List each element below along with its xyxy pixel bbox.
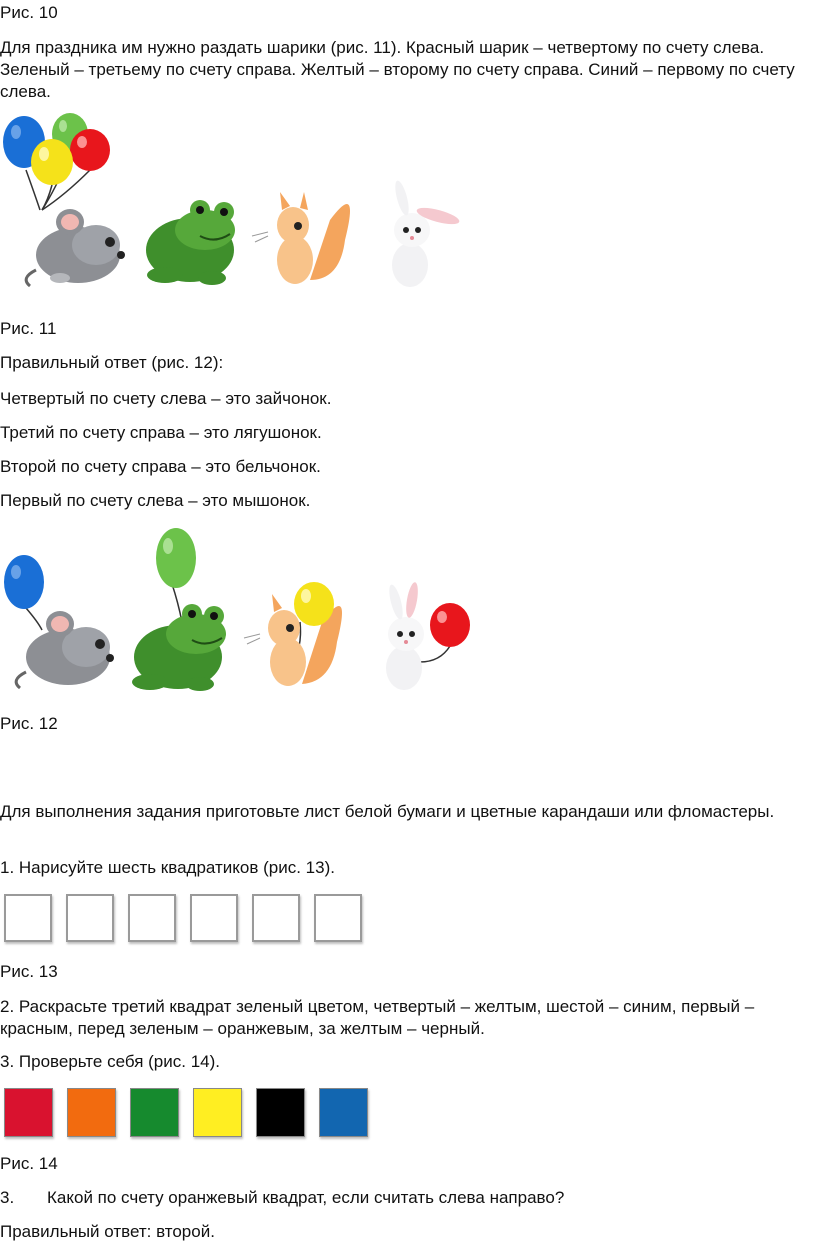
yellow-balloon-icon (294, 582, 334, 626)
fig12-caption: Рис. 12 (0, 714, 58, 733)
empty-square (190, 894, 238, 942)
red-square (4, 1088, 53, 1137)
figure-13 (4, 894, 362, 942)
red-balloon-icon (430, 603, 470, 647)
squirrel-icon (252, 192, 350, 284)
fig13-caption: Рис. 13 (0, 962, 58, 981)
step-3: 3. Проверьте себя (рис. 14). (0, 1052, 220, 1071)
rabbit-icon (386, 581, 424, 690)
figure-12 (0, 522, 480, 697)
answer-intro: Правильный ответ (рис. 12): (0, 353, 224, 372)
step-2: 2. Раскрасьте третий квадрат зеленый цветом, четвертый – желтым, шестой – синим, первый – красным, перед зеленым – оранжевым, за желтым – черный. (0, 997, 755, 1038)
frog-icon (132, 604, 226, 691)
prep-paragraph: Для выполнения задания приготовьте лист белой бумаги и цветные карандаши или фломастеры. (0, 802, 775, 821)
figure-14 (4, 1088, 368, 1137)
frog-icon (146, 200, 235, 285)
answer-line: Второй по счету справа – это бельчонок. (0, 457, 321, 476)
orange-square (67, 1088, 116, 1137)
figure-11-illustration (0, 110, 480, 300)
empty-square (128, 894, 176, 942)
fig14-caption: Рис. 14 (0, 1154, 58, 1173)
fig11-caption: Рис. 11 (0, 319, 57, 338)
empty-square (4, 894, 52, 942)
figure-11 (0, 110, 480, 300)
task-paragraph: Для праздника им нужно раздать шарики (рис. 11). Красный шарик – четвертому по счету слева. Зеленый – третьему по счету справа. Желтый – второму по счету справа. Синий – первому по счету слева. (0, 38, 795, 101)
step-1: 1. Нарисуйте шесть квадратиков (рис. 13). (0, 858, 335, 877)
rabbit-icon (392, 179, 461, 287)
question-number: 3. (0, 1188, 15, 1207)
blue-balloon-icon (4, 555, 44, 609)
yellow-balloon-icon (31, 139, 73, 185)
green-square (130, 1088, 179, 1137)
empty-square (314, 894, 362, 942)
yellow-square (193, 1088, 242, 1137)
green-balloon-icon (156, 528, 196, 588)
empty-square (66, 894, 114, 942)
answer-line: Четвертый по счету слева – это зайчонок. (0, 389, 332, 408)
answer-line: Первый по счету слева – это мышонок. (0, 491, 311, 510)
question-text: Какой по счету оранжевый квадрат, если считать слева направо? (47, 1188, 565, 1207)
red-balloon-icon (70, 129, 110, 171)
mouse-icon (16, 611, 114, 688)
final-answer: Правильный ответ: второй. (0, 1222, 215, 1241)
empty-square (252, 894, 300, 942)
black-square (256, 1088, 305, 1137)
answer-line: Третий по счету справа – это лягушонок. (0, 423, 322, 442)
blue-square (319, 1088, 368, 1137)
mouse-icon (26, 209, 125, 286)
figure-12-illustration (0, 522, 480, 697)
fig10-caption: Рис. 10 (0, 3, 58, 22)
